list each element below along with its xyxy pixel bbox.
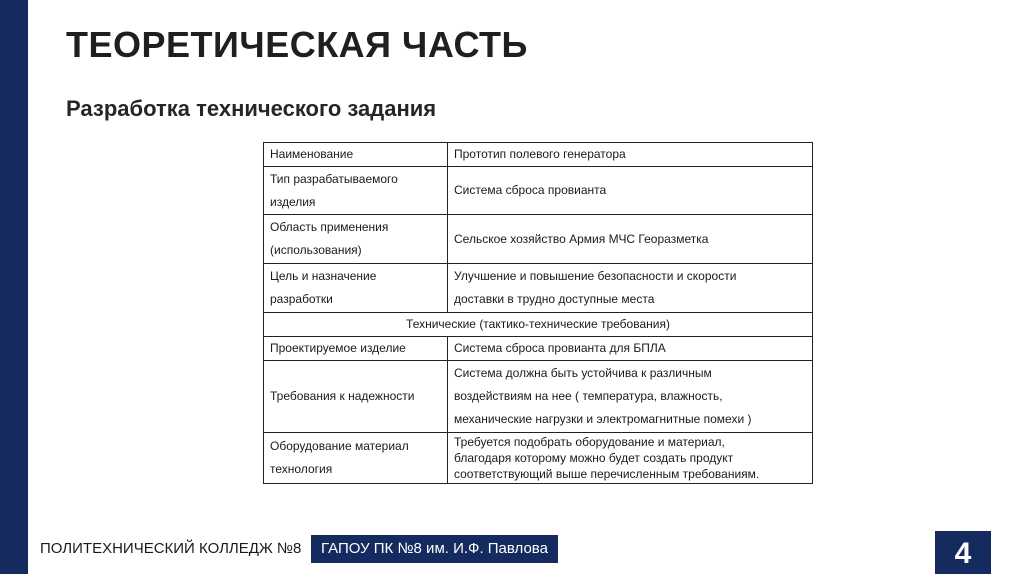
row-label	[264, 143, 448, 167]
row-value	[448, 264, 813, 313]
label-line: разработки	[270, 292, 333, 306]
row-label	[264, 215, 448, 264]
table-row	[264, 337, 813, 361]
section-header: Технические (тактико-технические требования)	[264, 313, 813, 337]
row-label	[264, 433, 448, 484]
label-line: Проектируемое изделие	[270, 341, 406, 355]
table-row	[264, 361, 813, 433]
value-line: соответствующий выше перечисленным требованиям.	[454, 467, 760, 481]
value-line: Система сброса провианта	[454, 183, 607, 197]
table-row	[264, 433, 813, 484]
spec-table	[263, 142, 813, 484]
value-line: механические нагрузки и электромагнитные помехи )	[454, 412, 752, 426]
row-value	[448, 215, 813, 264]
row-label	[264, 337, 448, 361]
value-line: Система сброса провианта для БПЛА	[454, 341, 666, 355]
label-line: Цель и назначение	[270, 269, 377, 283]
value-line: воздействиям на нее ( температура, влажность,	[454, 389, 723, 403]
row-label	[264, 361, 448, 433]
table-row	[264, 143, 813, 167]
footer-badge: ГАПОУ ПК №8 им. И.Ф. Павлова	[311, 535, 558, 563]
table-row	[264, 167, 813, 215]
row-value	[448, 337, 813, 361]
row-value	[448, 361, 813, 433]
label-line: Наименование	[270, 147, 354, 161]
value-line: Требуется подобрать оборудование и материал,	[454, 435, 725, 449]
label-line: Тип разрабатываемого	[270, 171, 398, 186]
footer-college-name: ПОЛИТЕХНИЧЕСКИЙ КОЛЛЕДЖ №8	[40, 540, 302, 557]
label-line: Оборудование материал	[270, 439, 409, 453]
value-line: Сельское хозяйство Армия МЧС Георазметка	[454, 231, 709, 246]
row-label	[264, 167, 448, 215]
slide-title: ТЕОРЕТИЧЕСКАЯ ЧАСТЬ	[66, 24, 528, 65]
label-line: Требования к надежности	[270, 389, 415, 403]
value-line: Прототип полевого генератора	[454, 147, 626, 161]
row-label	[264, 264, 448, 313]
value-line: Система должна быть устойчива к различным	[454, 366, 712, 380]
label-line: технология	[270, 462, 333, 476]
value-line: благодаря которому можно будет создать продукт	[454, 451, 734, 465]
left-accent-bar	[0, 0, 28, 574]
value-line: Улучшение и повышение безопасности и скорости	[454, 269, 737, 283]
slide-subtitle: Разработка технического задания	[66, 96, 437, 121]
label-line: изделия	[270, 194, 316, 209]
table-row	[264, 215, 813, 264]
row-value	[448, 143, 813, 167]
label-line: (использования)	[270, 243, 362, 257]
row-value	[448, 433, 813, 484]
row-value	[448, 167, 813, 215]
value-line: доставки в трудно доступные места	[454, 292, 655, 306]
page-number: 4	[935, 531, 991, 574]
label-line: Область применения	[270, 220, 389, 234]
table-row	[264, 264, 813, 313]
table-row-section	[264, 313, 813, 337]
